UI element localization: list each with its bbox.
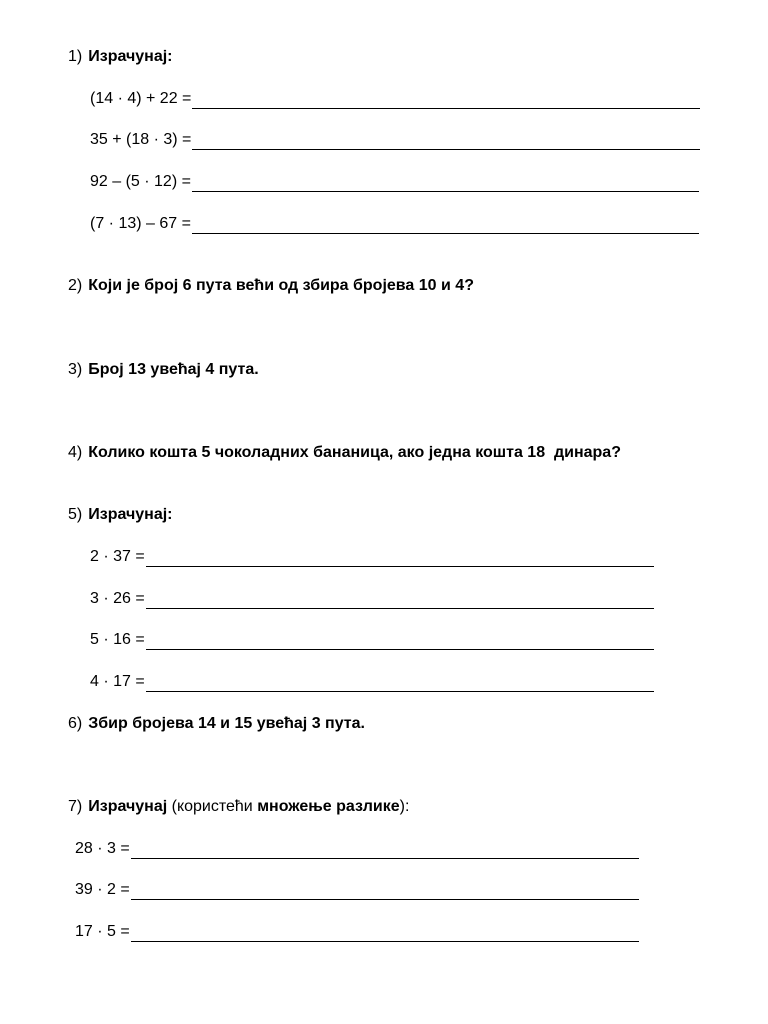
answer-blank[interactable] [131, 842, 639, 859]
answer-blank[interactable] [146, 633, 654, 650]
answer-blank[interactable] [146, 592, 654, 609]
task-6-title: Збир бројева 14 и 15 увећај 3 пута. [88, 715, 365, 732]
task-5-line-4 [90, 672, 654, 692]
task-7-title-part-2: (користећи [171, 798, 258, 815]
task-1-line-3 [90, 172, 699, 192]
task-5-heading [68, 505, 172, 525]
answer-blank[interactable] [192, 217, 699, 234]
expression: 3 · 26 = [90, 590, 145, 607]
expression: 39 · 2 = [75, 881, 130, 898]
task-5-line-3 [90, 630, 654, 650]
task-4-heading [68, 443, 621, 463]
task-7-heading [68, 797, 409, 817]
answer-blank[interactable] [146, 675, 654, 692]
task-4-title: Колико кошта 5 чоколадних бананица, ако једна кошта 18 динара? [88, 444, 621, 461]
answer-blank[interactable] [192, 175, 699, 192]
task-1-title: Израчунај: [88, 48, 173, 65]
task-7-title-part-1: Израчунај [88, 798, 172, 815]
expression: 17 · 5 = [75, 923, 130, 940]
expression: 35 + (18 · 3) = [90, 131, 192, 148]
task-1-line-1 [90, 89, 700, 109]
task-7-title-part-4: ): [399, 798, 410, 815]
task-3-heading [68, 360, 259, 380]
task-5-line-2 [90, 589, 654, 609]
task-7-number: 7) [68, 798, 83, 815]
task-2-number: 2) [68, 277, 83, 294]
answer-blank[interactable] [131, 883, 639, 900]
task-7-line-3 [75, 922, 639, 942]
answer-blank[interactable] [146, 550, 654, 567]
answer-blank[interactable] [192, 92, 700, 109]
task-2-heading [68, 276, 474, 296]
task-5-line-1 [90, 547, 654, 567]
task-7-line-2 [75, 880, 639, 900]
expression: 4 · 17 = [90, 673, 145, 690]
task-3-number: 3) [68, 361, 83, 378]
expression: (7 · 13) – 67 = [90, 215, 191, 232]
task-3-title: Број 13 увећај 4 пута. [88, 361, 259, 378]
task-5-number: 5) [68, 506, 83, 523]
task-1-number: 1) [68, 48, 83, 65]
expression: 28 · 3 = [75, 840, 130, 857]
task-1-line-2 [90, 130, 700, 150]
task-7-title-part-3: множење разлике [257, 798, 400, 815]
expression: 5 · 16 = [90, 631, 145, 648]
task-4-number: 4) [68, 444, 83, 461]
answer-blank[interactable] [131, 925, 639, 942]
answer-blank[interactable] [192, 133, 700, 150]
task-2-title: Који је број 6 пута већи од збира бројева 10 и 4? [88, 277, 474, 294]
task-5-title: Израчунај: [88, 506, 173, 523]
expression: 92 – (5 · 12) = [90, 173, 191, 190]
task-7-line-1 [75, 839, 639, 859]
task-1-heading [68, 47, 172, 67]
task-6-heading [68, 714, 365, 734]
task-6-number: 6) [68, 715, 83, 732]
expression: 2 · 37 = [90, 548, 145, 565]
expression: (14 · 4) + 22 = [90, 90, 192, 107]
task-1-line-4 [90, 214, 699, 234]
